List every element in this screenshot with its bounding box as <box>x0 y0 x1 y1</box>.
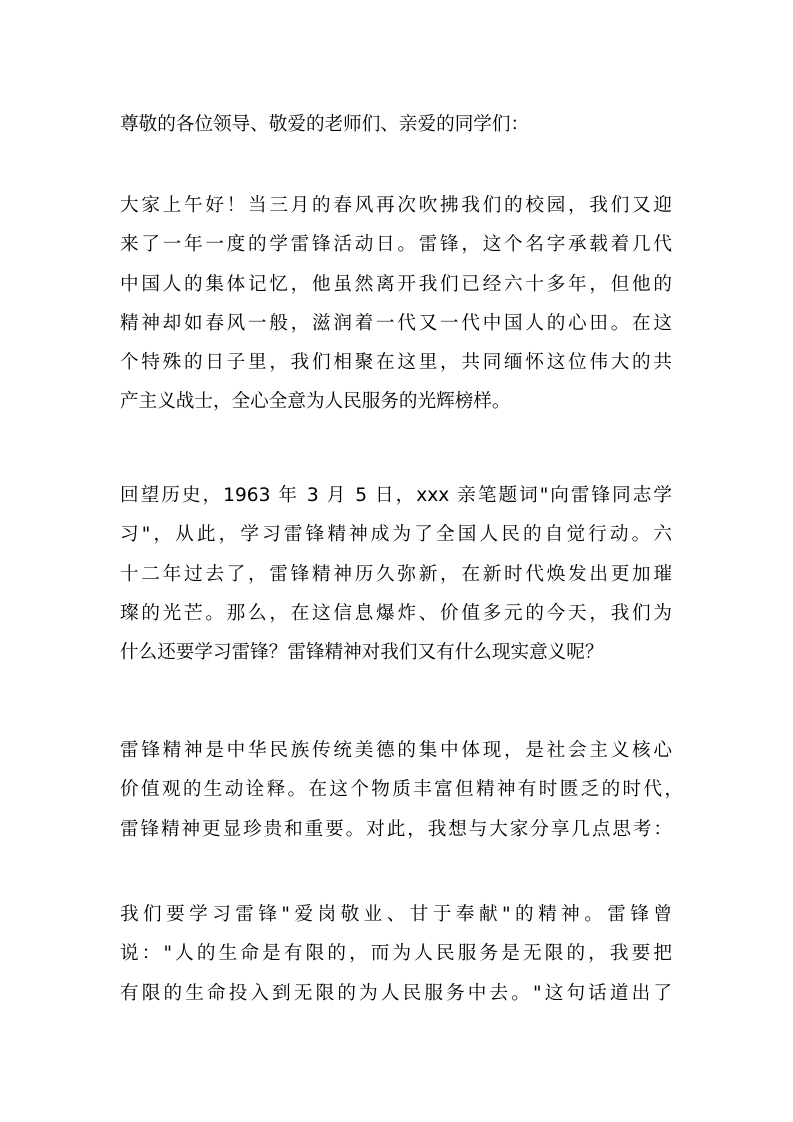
text-line: 习"，从此，学习雷锋精神成为了全国人民的自觉行动。六 <box>120 524 672 546</box>
text-line: 璨的光芒。那么，在这信息爆炸、价值多元的今天，我们为 <box>120 602 672 624</box>
text-line: 我们要学习雷锋"爱岗敬业、甘于奉献"的精神。雷锋曾 <box>120 904 672 925</box>
text-line: 来了一年一度的学雷锋活动日。雷锋，这个名字承载着几代 <box>120 234 672 256</box>
text-line: 有限的生命投入到无限的为人民服务中去。"这句话道出了 <box>120 982 672 1004</box>
text-line: 什么还要学习雷锋？雷锋精神对我们又有什么现实意义呢？ <box>120 642 604 664</box>
text-line: 个特殊的日子里，我们相聚在这里，共同缅怀这位伟大的共 <box>120 352 672 374</box>
significance-paragraph <box>120 731 683 849</box>
text-line: 雷锋精神更显珍贵和重要。对此，我想与大家分享几点思考： <box>120 818 672 840</box>
text-line: 雷锋精神是中华民族传统美德的集中体现，是社会主义核心 <box>120 740 672 761</box>
history-paragraph <box>120 476 672 672</box>
text-line: 价值观的生动诠释。在这个物质丰富但精神有时匮乏的时代， <box>120 779 683 801</box>
greeting-paragraph <box>120 186 672 422</box>
salutation-paragraph <box>120 105 672 144</box>
text-line: 产主义战士，全心全意为人民服务的光辉榜样。 <box>120 391 511 413</box>
text-line: 尊敬的各位领导、敬爱的老师们、亲爱的同学们： <box>120 114 530 135</box>
text-line: 大家上午好！当三月的春风再次吹拂我们的校园，我们又迎 <box>120 195 672 216</box>
text-line: 回望历史，1963 年 3 月 5 日，xxx 亲笔题词"向雷锋同志学 <box>120 485 672 506</box>
text-line: 中国人的集体记忆，他虽然离开我们已经六十多年，但他的 <box>120 273 672 295</box>
text-line: 精神却如春风一般，滋润着一代又一代中国人的心田。在这 <box>120 312 672 334</box>
dedication-paragraph <box>120 895 672 1013</box>
text-line: 说："人的生命是有限的，而为人民服务是无限的，我要把 <box>120 943 672 965</box>
text-line: 十二年过去了，雷锋精神历久弥新，在新时代焕发出更加璀 <box>120 563 672 585</box>
